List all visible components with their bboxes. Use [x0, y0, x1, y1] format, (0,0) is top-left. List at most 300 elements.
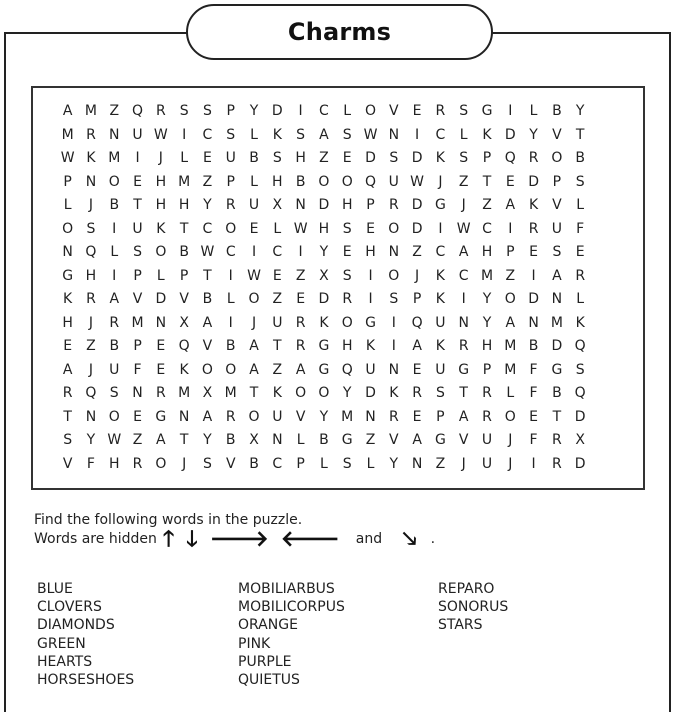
grid-cell: R — [109, 314, 120, 331]
grid-cell: U — [132, 220, 143, 237]
title-banner — [186, 4, 493, 60]
grid-cell: A — [202, 408, 213, 425]
grid-cell: L — [576, 291, 585, 307]
grid-cell: G — [481, 103, 493, 119]
grid-cell: S — [435, 385, 445, 401]
grid-cell: M — [61, 126, 74, 143]
grid-cell: S — [552, 244, 562, 260]
grid-cell: D — [528, 291, 539, 307]
grid-cell: K — [435, 338, 445, 354]
grid-cell: J — [415, 267, 420, 284]
grid-cell: U — [248, 197, 260, 213]
grid-cell: R — [552, 432, 562, 448]
grid-cell: U — [435, 314, 446, 331]
grid-cell: L — [250, 126, 258, 143]
grid-cell: R — [295, 338, 306, 354]
grid-cell: H — [481, 244, 493, 260]
grid-cell: R — [62, 385, 73, 401]
arrow-right-icon: 🡒 — [209, 527, 269, 552]
grid-cell: Y — [86, 432, 96, 448]
grid-cell: V — [295, 408, 306, 425]
grid-cell: H — [155, 173, 167, 190]
grid-cell: M — [84, 103, 97, 119]
grid-cell: I — [391, 338, 396, 354]
grid-cell: G — [551, 361, 563, 378]
grid-cell: O — [388, 267, 400, 284]
grid-cell: B — [319, 432, 329, 448]
grid-cell: C — [202, 126, 213, 143]
word-list-column-3 — [438, 580, 508, 635]
grid-cell: J — [461, 455, 466, 472]
grid-cell: T — [179, 432, 189, 448]
grid-cell: K — [179, 361, 189, 378]
grid-cell: O — [551, 150, 563, 166]
grid-cell: Q — [341, 361, 353, 378]
grid-cell: A — [156, 432, 166, 448]
grid-cell: D — [411, 150, 423, 166]
grid-cell: J — [508, 455, 513, 472]
grid-cell: F — [529, 361, 538, 378]
grid-cell: J — [438, 173, 443, 190]
grid-cell: X — [179, 314, 189, 331]
grid-cell: A — [412, 338, 422, 354]
grid-cell: N — [62, 244, 73, 260]
grid-row — [56, 335, 592, 359]
grid-cell: B — [295, 173, 306, 190]
grid-cell: D — [551, 338, 563, 354]
word-list-item: DIAMONDS — [37, 617, 115, 634]
grid-cell: W — [363, 126, 378, 143]
grid-cell: M — [131, 314, 144, 331]
grid-cell: G — [62, 267, 74, 284]
grid-cell: S — [389, 291, 399, 307]
grid-cell: H — [481, 338, 493, 354]
grid-cell: E — [133, 408, 142, 425]
grid-cell: O — [388, 220, 400, 237]
instructions-suffix: . — [430, 531, 436, 547]
grid-cell: M — [480, 267, 494, 284]
grid-cell: E — [63, 338, 73, 354]
grid-cell: L — [529, 103, 538, 119]
grid-cell: C — [272, 455, 283, 472]
grid-cell: H — [295, 150, 306, 166]
grid-cell: O — [225, 220, 237, 237]
grid-cell: E — [249, 220, 259, 237]
page-title: Charms — [287, 18, 392, 46]
grid-cell: T — [552, 408, 562, 425]
grid-cell: H — [178, 197, 190, 213]
grid-cell: Y — [203, 432, 212, 448]
grid-cell: L — [506, 385, 515, 401]
grid-cell: E — [342, 150, 352, 166]
grid-cell: S — [342, 220, 352, 237]
grid-cell: S — [296, 126, 306, 143]
grid-cell: O — [155, 455, 167, 472]
grid-cell: S — [575, 173, 585, 190]
grid-cell: K — [86, 150, 96, 166]
grid-cell: E — [203, 150, 212, 166]
word-list-item: HORSESHOES — [37, 672, 135, 689]
grid-cell: U — [365, 361, 376, 378]
grid-cell: I — [531, 267, 536, 284]
grid-cell: S — [342, 455, 352, 472]
grid-cell: L — [273, 220, 282, 237]
grid-cell: I — [228, 267, 233, 284]
grid-cell: B — [575, 150, 585, 166]
grid-cell: I — [298, 244, 303, 260]
grid-cell: E — [575, 244, 585, 260]
grid-cell: C — [225, 244, 236, 260]
arrow-left-icon: 🡐 — [280, 527, 340, 552]
grid-cell: K — [365, 338, 376, 354]
grid-row — [56, 241, 592, 265]
grid-cell: L — [226, 291, 235, 307]
grid-cell: L — [180, 150, 189, 166]
grid-cell: P — [436, 408, 445, 425]
grid-cell: Z — [365, 432, 376, 448]
grid-cell: D — [318, 291, 330, 307]
grid-cell: M — [504, 338, 517, 354]
grid-row — [56, 406, 592, 430]
grid-cell: I — [368, 291, 373, 307]
grid-cell: J — [88, 197, 94, 213]
word-list-item: MOBILIARBUS — [238, 581, 335, 597]
word-list-item: CLOVERS — [37, 599, 102, 616]
grid-cell: L — [250, 173, 258, 190]
grid-cell: N — [388, 244, 400, 260]
grid-cell: T — [63, 408, 72, 425]
grid-cell: X — [319, 267, 329, 284]
grid-cell: Y — [342, 385, 352, 401]
grid-cell: I — [391, 314, 396, 331]
grid-cell: R — [528, 150, 539, 166]
grid-cell: R — [86, 126, 96, 143]
grid-cell: L — [296, 432, 305, 448]
grid-cell: N — [109, 126, 120, 143]
grid-cell: B — [202, 291, 213, 307]
grid-cell: V — [179, 291, 189, 307]
grid-cell: F — [133, 361, 142, 378]
grid-cell: B — [179, 244, 189, 260]
grid-cell: A — [505, 314, 516, 331]
grid-cell: L — [459, 126, 468, 143]
grid-cell: Z — [272, 361, 283, 378]
arrow-diagonal-down-right-icon: 🡖 — [402, 527, 417, 552]
grid-cell: K — [272, 126, 282, 143]
grid-cell: G — [318, 361, 330, 378]
grid-cell: W — [410, 173, 425, 190]
grid-cell: B — [249, 455, 259, 472]
grid-cell: Y — [319, 408, 329, 425]
arrow-down-icon: 🡓 — [186, 527, 198, 552]
grid-cell: K — [575, 314, 585, 331]
grid-cell: E — [412, 408, 422, 425]
grid-cell: E — [412, 361, 422, 378]
grid-cell: A — [319, 126, 329, 143]
grid-cell: O — [318, 385, 330, 401]
grid-cell: Z — [458, 173, 469, 190]
grid-cell: C — [202, 220, 213, 237]
grid-cell: T — [482, 173, 492, 190]
grid-cell: R — [155, 385, 166, 401]
word-list-item: BLUE — [37, 581, 73, 597]
grid-cell: P — [552, 173, 562, 190]
grid-cell: L — [343, 103, 352, 119]
grid-cell: K — [319, 314, 329, 331]
grid-cell: S — [459, 103, 469, 119]
grid-cell: C — [272, 244, 283, 260]
word-list-item: STARS — [438, 617, 483, 634]
grid-cell: G — [434, 432, 446, 448]
grid-cell: I — [112, 220, 117, 237]
grid-cell: Z — [86, 338, 96, 354]
grid-cell: Z — [272, 291, 283, 307]
grid-cell: Q — [574, 385, 586, 401]
grid-cell: R — [86, 291, 96, 307]
grid-cell: J — [88, 361, 94, 378]
word-list-item: PINK — [238, 635, 271, 652]
grid-cell: Q — [132, 103, 144, 119]
arrow-up-icon: 🡑 — [162, 527, 175, 552]
grid-cell: C — [435, 244, 446, 260]
grid-cell: P — [133, 267, 142, 284]
grid-cell: I — [228, 314, 233, 331]
grid-cell: X — [202, 385, 213, 401]
grid-cell: N — [155, 314, 167, 331]
grid-cell: O — [108, 408, 120, 425]
grid-cell: D — [574, 455, 586, 472]
grid-cell: Y — [203, 197, 212, 213]
word-list-item: PURPLE — [238, 653, 292, 670]
grid-cell: Q — [85, 385, 97, 401]
grid-cell: Z — [412, 244, 422, 260]
grid-cell: O — [248, 291, 260, 307]
grid-cell: G — [341, 432, 353, 448]
grid-cell: V — [202, 338, 213, 354]
grid-row — [56, 100, 592, 124]
grid-cell: Z — [482, 197, 492, 213]
grid-cell: E — [156, 361, 166, 378]
grid-cell: O — [318, 173, 330, 190]
grid-cell: K — [389, 385, 399, 401]
grid-cell: K — [482, 126, 492, 143]
grid-cell: O — [201, 361, 213, 378]
word-list-item: MOBILICORPUS — [238, 599, 345, 616]
grid-cell: P — [366, 197, 375, 213]
grid-cell: B — [552, 385, 562, 401]
grid-cell: T — [273, 338, 282, 354]
grid-cell: E — [342, 244, 352, 260]
grid-cell: H — [108, 455, 120, 472]
grid-cell: F — [529, 432, 538, 448]
grid-cell: U — [109, 361, 120, 378]
grid-cell: S — [86, 220, 96, 237]
grid-cell: D — [365, 150, 376, 166]
grid-cell: L — [110, 244, 119, 260]
grid-cell: E — [133, 173, 142, 190]
grid-row — [56, 124, 592, 148]
grid-cell: M — [504, 361, 517, 378]
grid-cell: Y — [529, 126, 538, 143]
grid-cell: G — [434, 197, 446, 213]
grid-cell: I — [368, 267, 373, 284]
grid-row — [56, 194, 592, 218]
grid-cell: V — [225, 455, 236, 472]
grid-cell: A — [249, 338, 259, 354]
grid-cell: R — [435, 103, 446, 119]
grid-row — [56, 171, 592, 195]
grid-cell: I — [415, 126, 420, 143]
grid-cell: C — [482, 220, 492, 237]
grid-cell: L — [63, 197, 72, 213]
grid-cell: E — [156, 338, 166, 354]
grid-cell: Z — [109, 103, 120, 119]
grid-cell: U — [272, 314, 283, 331]
grid-cell: Q — [411, 314, 423, 331]
grid-cell: D — [271, 103, 283, 119]
grid-cell: Z — [319, 150, 329, 166]
grid-cell: S — [63, 432, 73, 448]
grid-cell: N — [388, 361, 400, 378]
grid-cell: Z — [202, 173, 213, 190]
grid-cell: F — [529, 385, 538, 401]
grid-cell: V — [552, 197, 562, 213]
grid-cell: A — [62, 361, 73, 378]
grid-cell: V — [62, 455, 73, 472]
grid-cell: N — [272, 432, 283, 448]
grid-cell: I — [438, 220, 443, 237]
grid-cell: H — [341, 197, 353, 213]
grid-cell: S — [202, 103, 212, 119]
grid-cell: W — [107, 432, 122, 448]
grid-cell: R — [295, 314, 306, 331]
grid-cell: S — [575, 361, 585, 378]
word-list-item: QUIETUS — [238, 672, 300, 689]
instructions — [34, 511, 436, 552]
grid-cell: U — [481, 432, 493, 448]
grid-cell: D — [411, 220, 423, 237]
grid-cell: R — [132, 455, 143, 472]
grid-cell: B — [249, 150, 259, 166]
grid-cell: R — [552, 455, 562, 472]
grid-cell: P — [482, 361, 492, 378]
grid-cell: T — [575, 126, 585, 143]
grid-cell: A — [109, 291, 120, 307]
grid-cell: U — [435, 361, 446, 378]
grid-cell: U — [388, 173, 399, 190]
grid-cell: E — [412, 103, 422, 119]
grid-cell: M — [224, 385, 237, 401]
grid-cell: L — [156, 267, 165, 284]
grid-cell: A — [458, 244, 469, 260]
grid-cell: E — [529, 408, 539, 425]
word-list-item: HEARTS — [37, 653, 93, 670]
grid-cell: T — [133, 197, 142, 213]
grid-cell: Y — [249, 103, 259, 119]
grid-cell: K — [63, 291, 73, 307]
grid-cell: G — [318, 338, 330, 354]
grid-cell: O — [295, 385, 307, 401]
grid-cell: S — [226, 126, 236, 143]
grid-cell: J — [158, 150, 163, 166]
grid-cell: G — [155, 408, 167, 425]
grid-cell: I — [461, 291, 466, 307]
grid-cell: T — [249, 385, 259, 401]
grid-cell: A — [249, 361, 259, 378]
instructions-prefix: Words are hidden — [34, 531, 157, 547]
grid-cell: S — [389, 150, 399, 166]
grid-cell: V — [458, 432, 469, 448]
grid-cell: T — [179, 220, 189, 237]
grid-cell: Y — [319, 244, 329, 260]
grid-cell: N — [85, 173, 97, 190]
grid-cell: R — [575, 267, 586, 284]
grid-row — [56, 382, 592, 406]
grid-cell: B — [225, 432, 236, 448]
grid-cell: D — [574, 408, 586, 425]
grid-cell: D — [504, 126, 516, 143]
grid-cell: A — [202, 314, 213, 331]
grid-cell: J — [508, 432, 513, 448]
word-list-column-1 — [37, 580, 134, 689]
grid-cell: W — [153, 126, 168, 143]
grid-row — [56, 147, 592, 171]
grid-cell: M — [341, 408, 354, 425]
grid-cell: R — [482, 385, 492, 401]
grid-cell: A — [295, 361, 306, 378]
word-list-item: GREEN — [37, 635, 86, 652]
grid-cell: G — [458, 361, 470, 378]
grid-cell: D — [318, 197, 330, 213]
grid-cell: R — [388, 197, 399, 213]
instructions-line1: Find the following words in the puzzle. — [34, 512, 303, 528]
grid-cell: O — [62, 220, 74, 237]
grid-cell: P — [179, 267, 189, 284]
grid-cell: A — [458, 408, 469, 425]
grid-cell: R — [225, 197, 236, 213]
grid-cell: Y — [389, 455, 399, 472]
instructions-line2 — [34, 527, 436, 552]
grid-cell: I — [508, 220, 513, 237]
grid-cell: H — [318, 220, 330, 237]
grid-cell: E — [366, 220, 375, 237]
grid-row — [56, 288, 592, 312]
grid-cell: K — [435, 291, 445, 307]
grid-cell: N — [132, 385, 143, 401]
grid-cell: C — [319, 103, 329, 119]
grid-cell: P — [133, 338, 142, 354]
grid-cell: N — [388, 126, 400, 143]
grid-cell: N — [178, 408, 190, 425]
grid-cell: J — [182, 455, 187, 472]
grid-cell: N — [411, 455, 423, 472]
grid-cell: M — [108, 150, 121, 166]
grid-cell: H — [155, 197, 167, 213]
grid-cell: W — [200, 244, 215, 260]
grid-cell: I — [508, 103, 513, 119]
grid-cell: Q — [85, 244, 97, 260]
grid-cell: R — [458, 338, 469, 354]
grid-cell: Q — [504, 150, 516, 166]
grid-cell: O — [108, 173, 120, 190]
grid-cell: S — [342, 126, 352, 143]
grid-cell: S — [272, 150, 282, 166]
grid-cell: B — [528, 338, 539, 354]
grid-row — [56, 359, 592, 383]
grid-cell: D — [365, 385, 376, 401]
grid-cell: B — [109, 197, 120, 213]
grid-cell: K — [528, 197, 539, 213]
